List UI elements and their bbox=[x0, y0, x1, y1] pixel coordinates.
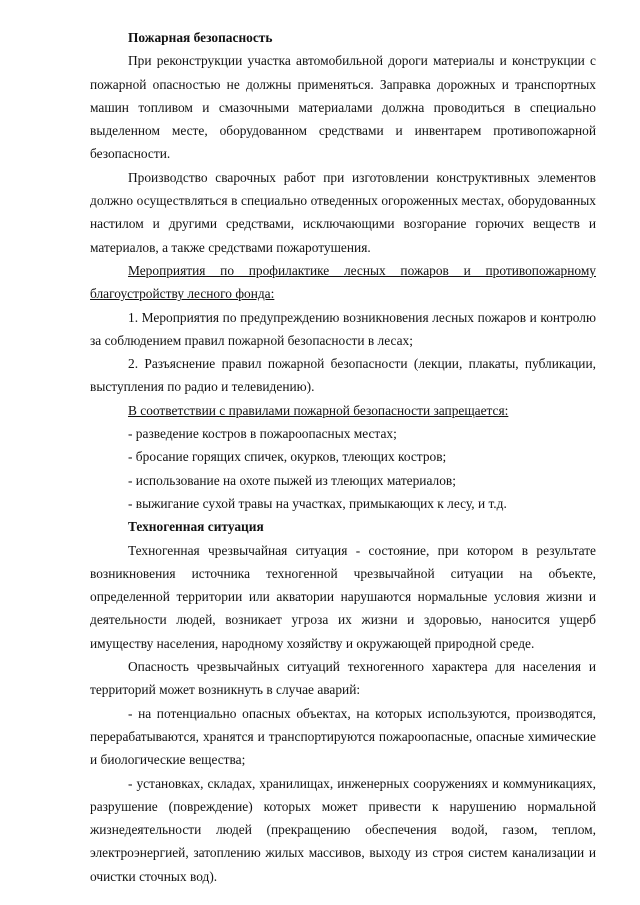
fire-safety-paragraph-2: Производство сварочных работ при изготовлении конструктивных элементов должно осуществляться в специально отведенных огороженных местах, оборудованных настилом и другими средствами, исключающими возгорание горючих веществ и материалов, а также средствами пожаротушения. bbox=[90, 169, 596, 255]
prohibited-actions-heading: В соответствии с правилами пожарной безопасности запрещается: bbox=[128, 402, 509, 418]
technogenic-heading: Техногенная ситуация bbox=[128, 519, 264, 535]
technogenic-paragraph-4: - установках, складах, хранилищах, инженерных сооружениях и коммуникациях, разрушение (повреждение) которых может привести к нарушению нормальной жизнедеятельности людей (прекращению обеспечения водой, газом, теплом, электроэнергией, затоплению жилых массивов, выходу из строя систем канализации и очистки сточных вод). bbox=[90, 775, 596, 884]
forest-fire-measure-2: 2. Разъяснение правил пожарной безопасности (лекции, плакаты, публикации, выступления по радио и телевидению). bbox=[90, 356, 596, 395]
prohibited-item: - использование на охоте пыжей из тлеющих материалов; bbox=[128, 472, 456, 488]
technogenic-paragraph-3: - на потенциально опасных объектах, на которых используются, производятся, перерабатываются, хранятся и транспортируются пожароопасные, опасные химические и биологические вещества; bbox=[90, 705, 596, 768]
document-page bbox=[90, 26, 596, 888]
prohibited-item: - выжигание сухой травы на участках, примыкающих к лесу, и т.д. bbox=[128, 495, 507, 511]
prohibited-item: - разведение костров в пожароопасных местах; bbox=[128, 426, 397, 442]
fire-safety-heading: Пожарная безопасность bbox=[128, 30, 273, 45]
technogenic-paragraph-2: Опасность чрезвычайных ситуаций техногенного характера для населения и территорий может возникнуть в случае аварий: bbox=[90, 659, 596, 698]
fire-safety-paragraph-1: При реконструкции участка автомобильной дороги материалы и конструкции с пожарной опасностью не должны применяться. Заправка дорожных и транспортных машин топливом и смазочными материалами должна проводиться в специально выделенном месте, оборудованном средствами и инвентарем противопожарной безопасности. bbox=[90, 53, 596, 162]
technogenic-paragraph-1: Техногенная чрезвычайная ситуация - состояние, при котором в результате возникновения источника техногенной чрезвычайной ситуации на объекте, определенной территории или акватории нарушаются нормальные условия жизни и деятельности людей, возникает угроза их жизни и здоровью, наносится ущерб имуществу населения, народному хозяйству и окружающей природной среде. bbox=[90, 542, 596, 651]
forest-fire-measure-1: 1. Мероприятия по предупреждению возникновения лесных пожаров и контролю за соблюдением правил пожарной безопасности в лесах; bbox=[90, 309, 596, 348]
forest-fire-measures-heading: Мероприятия по профилактике лесных пожаров и противопожарному благоустройству лесного фонда: bbox=[90, 262, 596, 302]
prohibited-item: - бросание горящих спичек, окурков, тлеющих костров; bbox=[128, 449, 447, 465]
